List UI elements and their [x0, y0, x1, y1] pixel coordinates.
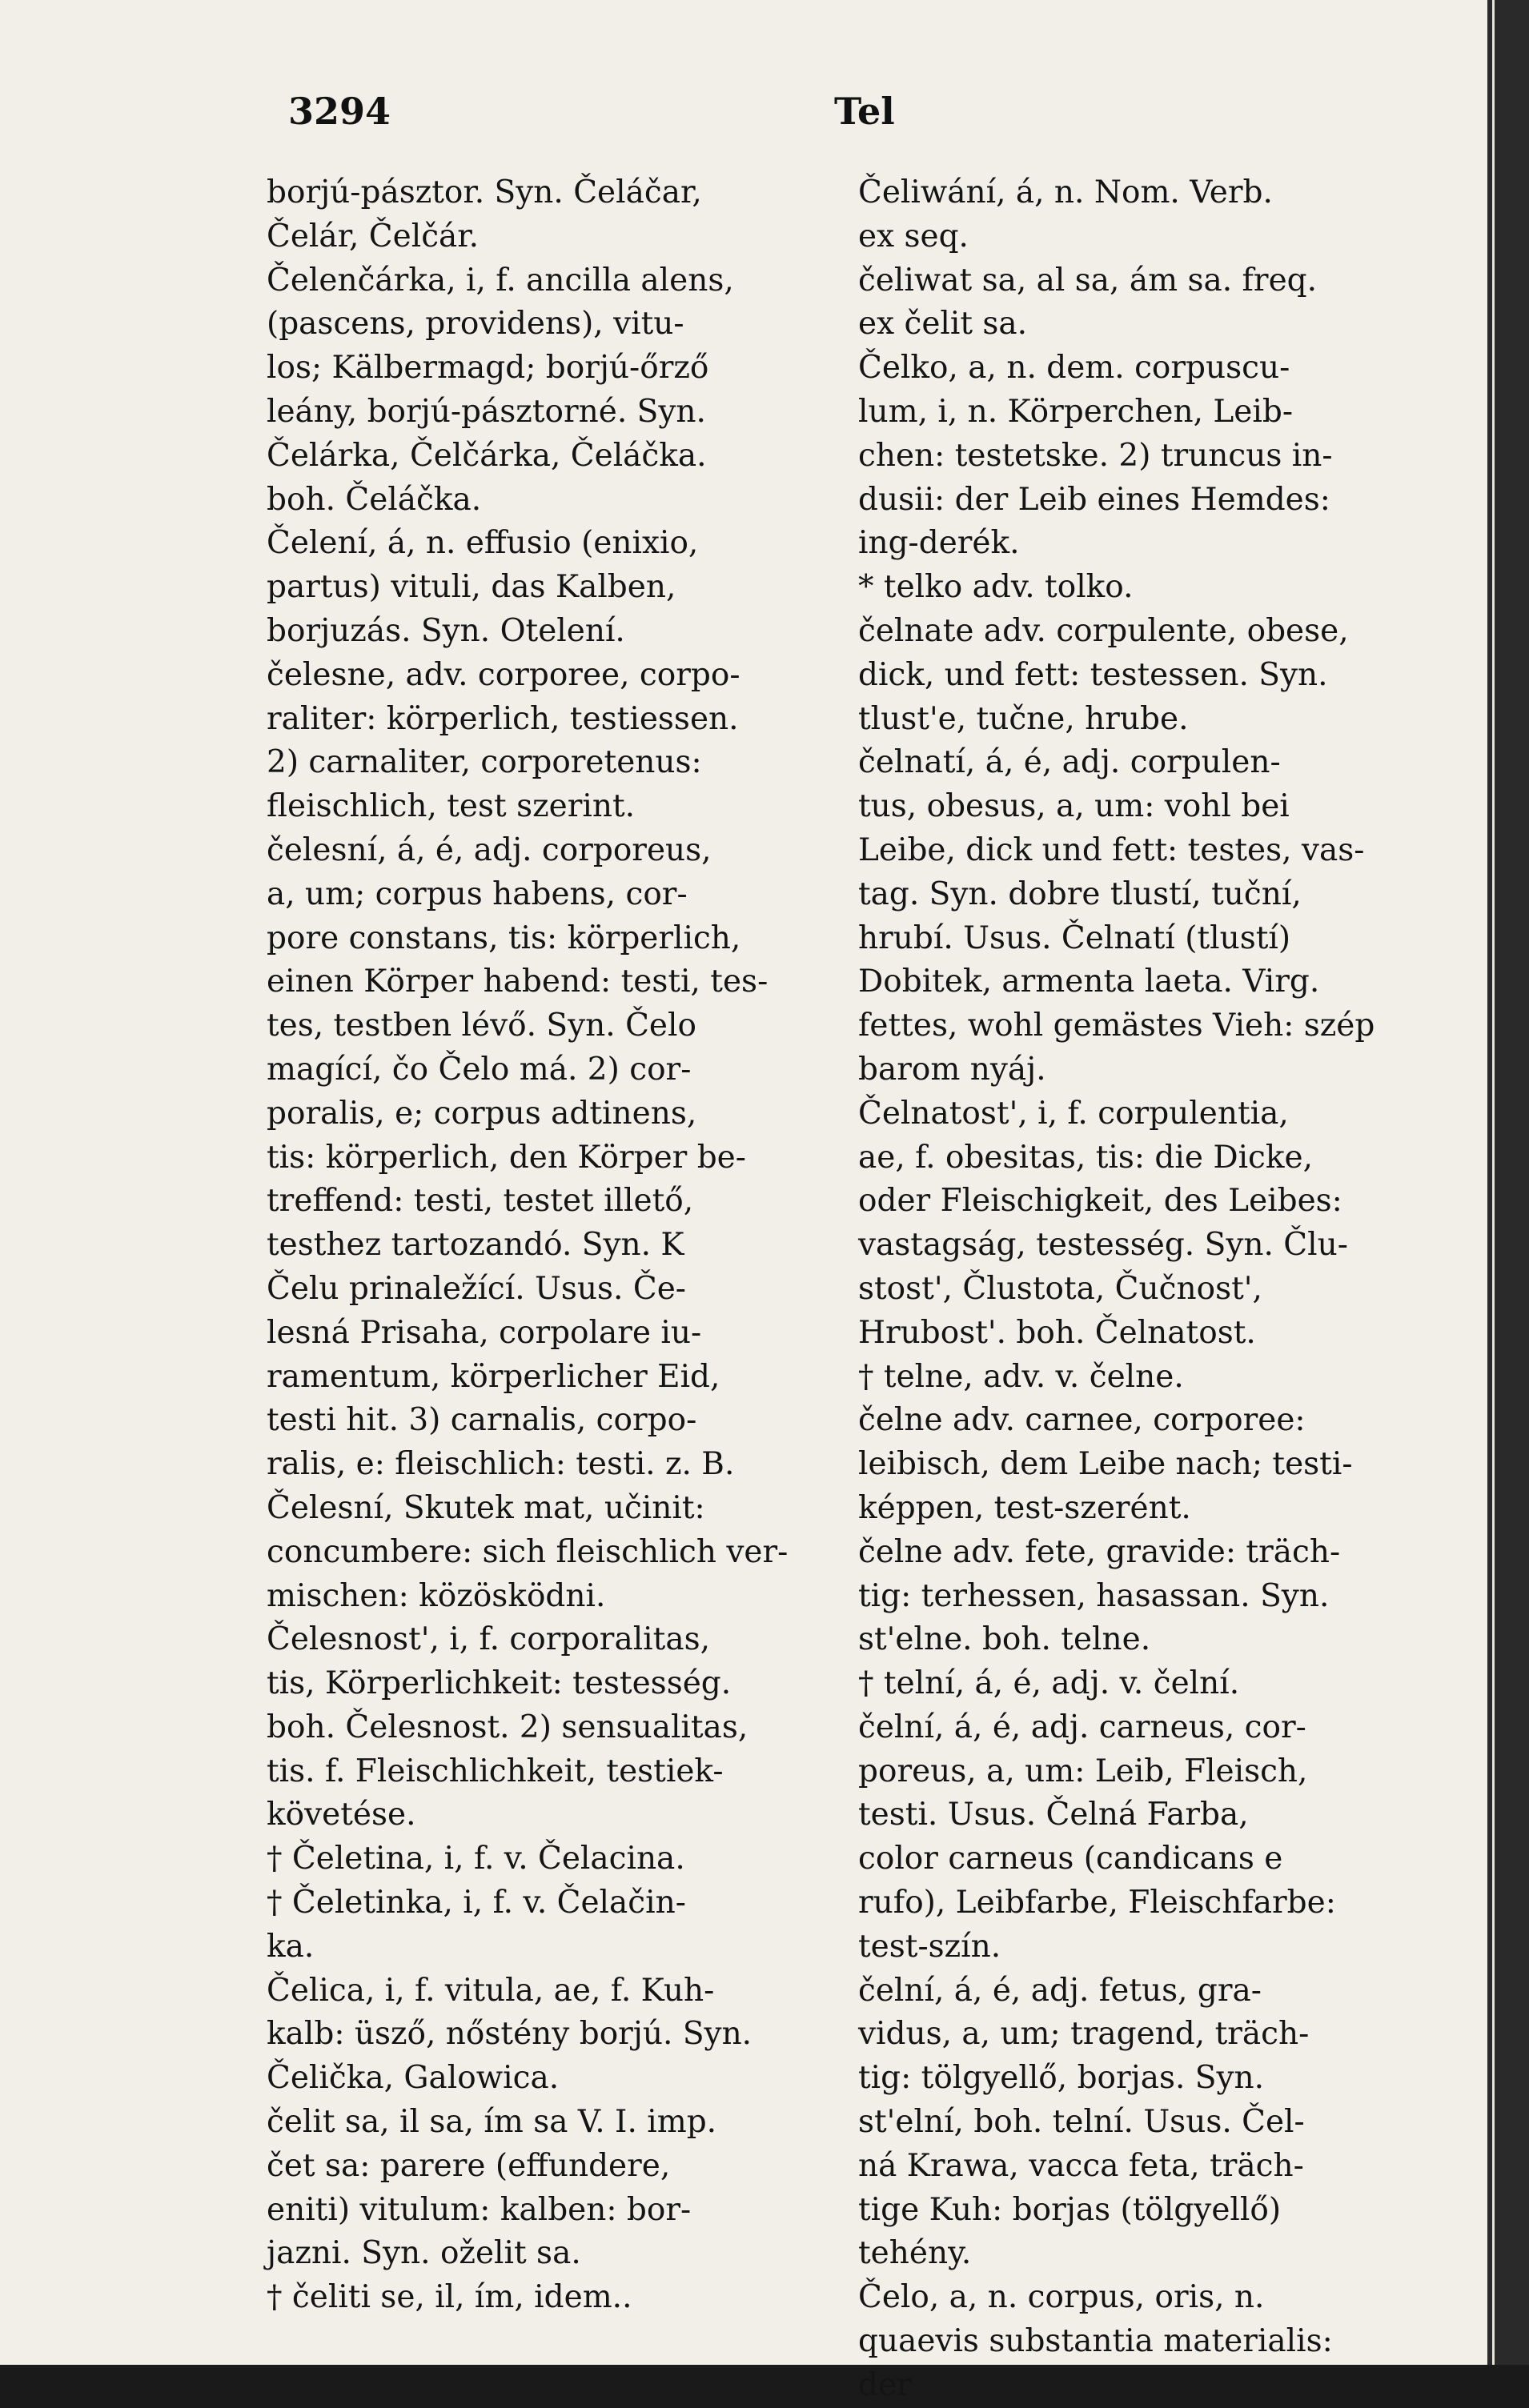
text-line: Leibe, dick und fett: testes, vas-	[858, 831, 1365, 868]
text-line: hrubí. Usus. Čelnatí (tlustí)	[858, 920, 1291, 956]
text-line: los; Kälbermagd; borjú-őrző	[267, 350, 709, 387]
text-line: tus, obesus, a, um: vohl bei	[858, 788, 1290, 825]
text-line: fettes, wohl gemästes Vieh: szép	[858, 1008, 1375, 1044]
text-line: čelit sa, il sa, ím sa V. I. imp.	[267, 2104, 717, 2141]
text-line: vidus, a, um; tragend, träch-	[858, 2016, 1310, 2053]
text-line: partus) vituli, das Kalben,	[267, 569, 676, 606]
text-line: lum, i, n. Körperchen, Leib-	[858, 393, 1293, 430]
text-line: Čelo, a, n. corpus, oris, n.	[858, 2279, 1265, 2316]
text-line: ing-derék.	[858, 525, 1020, 562]
text-line: ex seq.	[858, 218, 969, 254]
text-line: ex čelit sa.	[858, 306, 1028, 343]
text-line: † telne, adv. v. čelne.	[858, 1358, 1184, 1395]
text-line: čelesne, adv. corporee, corpo-	[267, 656, 740, 693]
text-line: st'elne. boh. telne.	[858, 1621, 1151, 1658]
text-line: Čelárka, Čelčárka, Čeláčka.	[267, 437, 707, 474]
text-line: Čelár, Čelčár.	[267, 218, 480, 254]
text-line: Čelení, á, n. effusio (enixio,	[267, 525, 699, 562]
text-line: † Čeletina, i, f. v. Čelacina.	[267, 1841, 685, 1877]
text-line: dick, und fett: testessen. Syn.	[858, 656, 1328, 693]
text-line: jazni. Syn. oželit sa.	[267, 2235, 581, 2272]
text-line: čelní, á, é, adj. carneus, cor-	[858, 1709, 1306, 1745]
left-column	[267, 171, 843, 2320]
text-line: čeliwat sa, al sa, ám sa. freq.	[858, 262, 1318, 298]
text-line: (pascens, providens), vitu-	[267, 306, 684, 343]
text-line: boh. Čeláčka.	[267, 481, 482, 518]
text-line: einen Körper habend: testi, tes-	[267, 964, 769, 1000]
text-line: Čelnatost', i, f. corpulentia,	[858, 1095, 1289, 1132]
page-number: 3294	[288, 90, 391, 133]
text-line: Čeliwání, á, n. Nom. Verb.	[858, 174, 1273, 210]
text-line: Čelenčárka, i, f. ancilla alens,	[267, 262, 734, 298]
text-line: stost', Člustota, Čučnost',	[858, 1270, 1262, 1307]
text-line: chen: testetske. 2) truncus in-	[858, 437, 1333, 474]
text-line: tig: tölgyellő, borjas. Syn.	[858, 2060, 1265, 2097]
text-line: st'elní, boh. telní. Usus. Čel-	[858, 2104, 1305, 2141]
text-line: leibisch, dem Leibe nach; testi-	[858, 1446, 1353, 1483]
running-head: Tel	[834, 90, 895, 133]
text-line: * telko adv. tolko.	[858, 569, 1134, 606]
text-line: treffend: testi, testet illető,	[267, 1183, 694, 1220]
text-line: ka.	[267, 1928, 315, 1965]
page-header	[288, 90, 1409, 138]
text-line: a, um; corpus habens, cor-	[267, 875, 688, 912]
text-line: čelnate adv. corpulente, obese,	[858, 612, 1349, 649]
text-line: † telní, á, é, adj. v. čelní.	[858, 1665, 1240, 1702]
text-line: tig: terhessen, hasassan. Syn.	[858, 1577, 1330, 1614]
text-line: test-szín.	[858, 1928, 1001, 1965]
text-line: poreus, a, um: Leib, Fleisch,	[858, 1753, 1308, 1789]
text-line: čet sa: parere (effundere,	[267, 2147, 671, 2184]
text-line: čelnatí, á, é, adj. corpulen-	[858, 744, 1281, 781]
text-line: 2) carnaliter, corporetenus:	[267, 744, 702, 781]
text-line: tehény.	[858, 2235, 972, 2272]
text-line: Čelko, a, n. dem. corpuscu-	[858, 350, 1290, 387]
page-border-line	[1492, 0, 1495, 2365]
text-line: color carneus (candicans e	[858, 1841, 1283, 1877]
text-line: tis, Körperlichkeit: testesség.	[267, 1665, 732, 1702]
text-line: Čelica, i, f. vitula, ae, f. Kuh-	[267, 1972, 715, 2009]
text-line: eniti) vitulum: kalben: bor-	[267, 2191, 692, 2228]
text-line: čelesní, á, é, adj. corporeus,	[267, 831, 712, 868]
text-line: testhez tartozandó. Syn. K	[267, 1227, 684, 1264]
text-line: ralis, e: fleischlich: testi. z. B.	[267, 1446, 735, 1483]
text-line: képpen, test-szerént.	[858, 1489, 1191, 1526]
text-line: concumbere: sich fleischlich ver-	[267, 1533, 789, 1570]
text-line: Čelička, Galowica.	[267, 2060, 560, 2097]
text-line: magící, čo Čelo má. 2) cor-	[267, 1051, 692, 1088]
text-line: † čeliti se, il, ím, idem..	[267, 2279, 632, 2316]
text-line: tis. f. Fleischlichkeit, testiek-	[267, 1753, 724, 1789]
text-line: ae, f. obesitas, tis: die Dicke,	[858, 1139, 1314, 1176]
text-line: rufo), Leibfarbe, Fleischfarbe:	[858, 1885, 1336, 1921]
text-line: borjuzás. Syn. Otelení.	[267, 612, 625, 649]
text-line: testi. Usus. Čelná Farba,	[858, 1797, 1249, 1833]
text-line: quaevis substantia materialis:	[858, 2323, 1333, 2360]
text-line: követése.	[267, 1797, 416, 1833]
text-line: tag. Syn. dobre tlustí, tuční,	[858, 875, 1302, 912]
text-line: borjú-pásztor. Syn. Čeláčar,	[267, 174, 702, 210]
text-line: tis: körperlich, den Körper be-	[267, 1139, 746, 1176]
text-line: kalb: üsző, nőstény borjú. Syn.	[267, 2016, 752, 2053]
text-line: Dobitek, armenta laeta. Virg.	[858, 964, 1320, 1000]
text-line: Čelesní, Skutek mat, učinit:	[267, 1489, 705, 1526]
facing-page-edge	[1487, 0, 1529, 2365]
text-line: Čelesnost', i, f. corporalitas,	[267, 1621, 710, 1658]
right-column	[858, 171, 1447, 2408]
text-line: der	[858, 2366, 912, 2403]
text-line: Čelu prinaležící. Usus. Če-	[267, 1270, 686, 1307]
text-line: leány, borjú-pásztorné. Syn.	[267, 393, 706, 430]
text-line: tige Kuh: borjas (tölgyellő)	[858, 2191, 1282, 2228]
text-line: čelní, á, é, adj. fetus, gra-	[858, 1972, 1262, 2009]
text-line: Hrubost'. boh. Čelnatost.	[858, 1314, 1256, 1351]
text-line: raliter: körperlich, testiessen.	[267, 700, 739, 737]
text-line: tlust'e, tučne, hrube.	[858, 700, 1189, 737]
text-line: lesná Prisaha, corpolare iu-	[267, 1314, 702, 1351]
text-line: dusii: der Leib eines Hemdes:	[858, 481, 1330, 518]
text-line: poralis, e; corpus adtinens,	[267, 1095, 697, 1132]
text-line: čelne adv. carnee, corporee:	[858, 1402, 1306, 1439]
text-line: čelne adv. fete, gravide: träch-	[858, 1533, 1341, 1570]
text-line: pore constans, tis: körperlich,	[267, 920, 741, 956]
text-line: † Čeletinka, i, f. v. Čelačin-	[267, 1885, 686, 1921]
text-line: oder Fleischigkeit, des Leibes:	[858, 1183, 1342, 1220]
text-line: boh. Čelesnost. 2) sensualitas,	[267, 1709, 748, 1745]
text-line: barom nyáj.	[858, 1051, 1046, 1088]
text-line: mischen: közösködni.	[267, 1577, 606, 1614]
text-line: fleischlich, test szerint.	[267, 788, 636, 825]
text-line: tes, testben lévő. Syn. Čelo	[267, 1008, 696, 1044]
text-line: testi hit. 3) carnalis, corpo-	[267, 1402, 697, 1439]
text-line: ramentum, körperlicher Eid,	[267, 1358, 720, 1395]
text-line: vastagság, testesség. Syn. Člu-	[858, 1227, 1348, 1264]
text-line: ná Krawa, vacca feta, träch-	[858, 2147, 1304, 2184]
